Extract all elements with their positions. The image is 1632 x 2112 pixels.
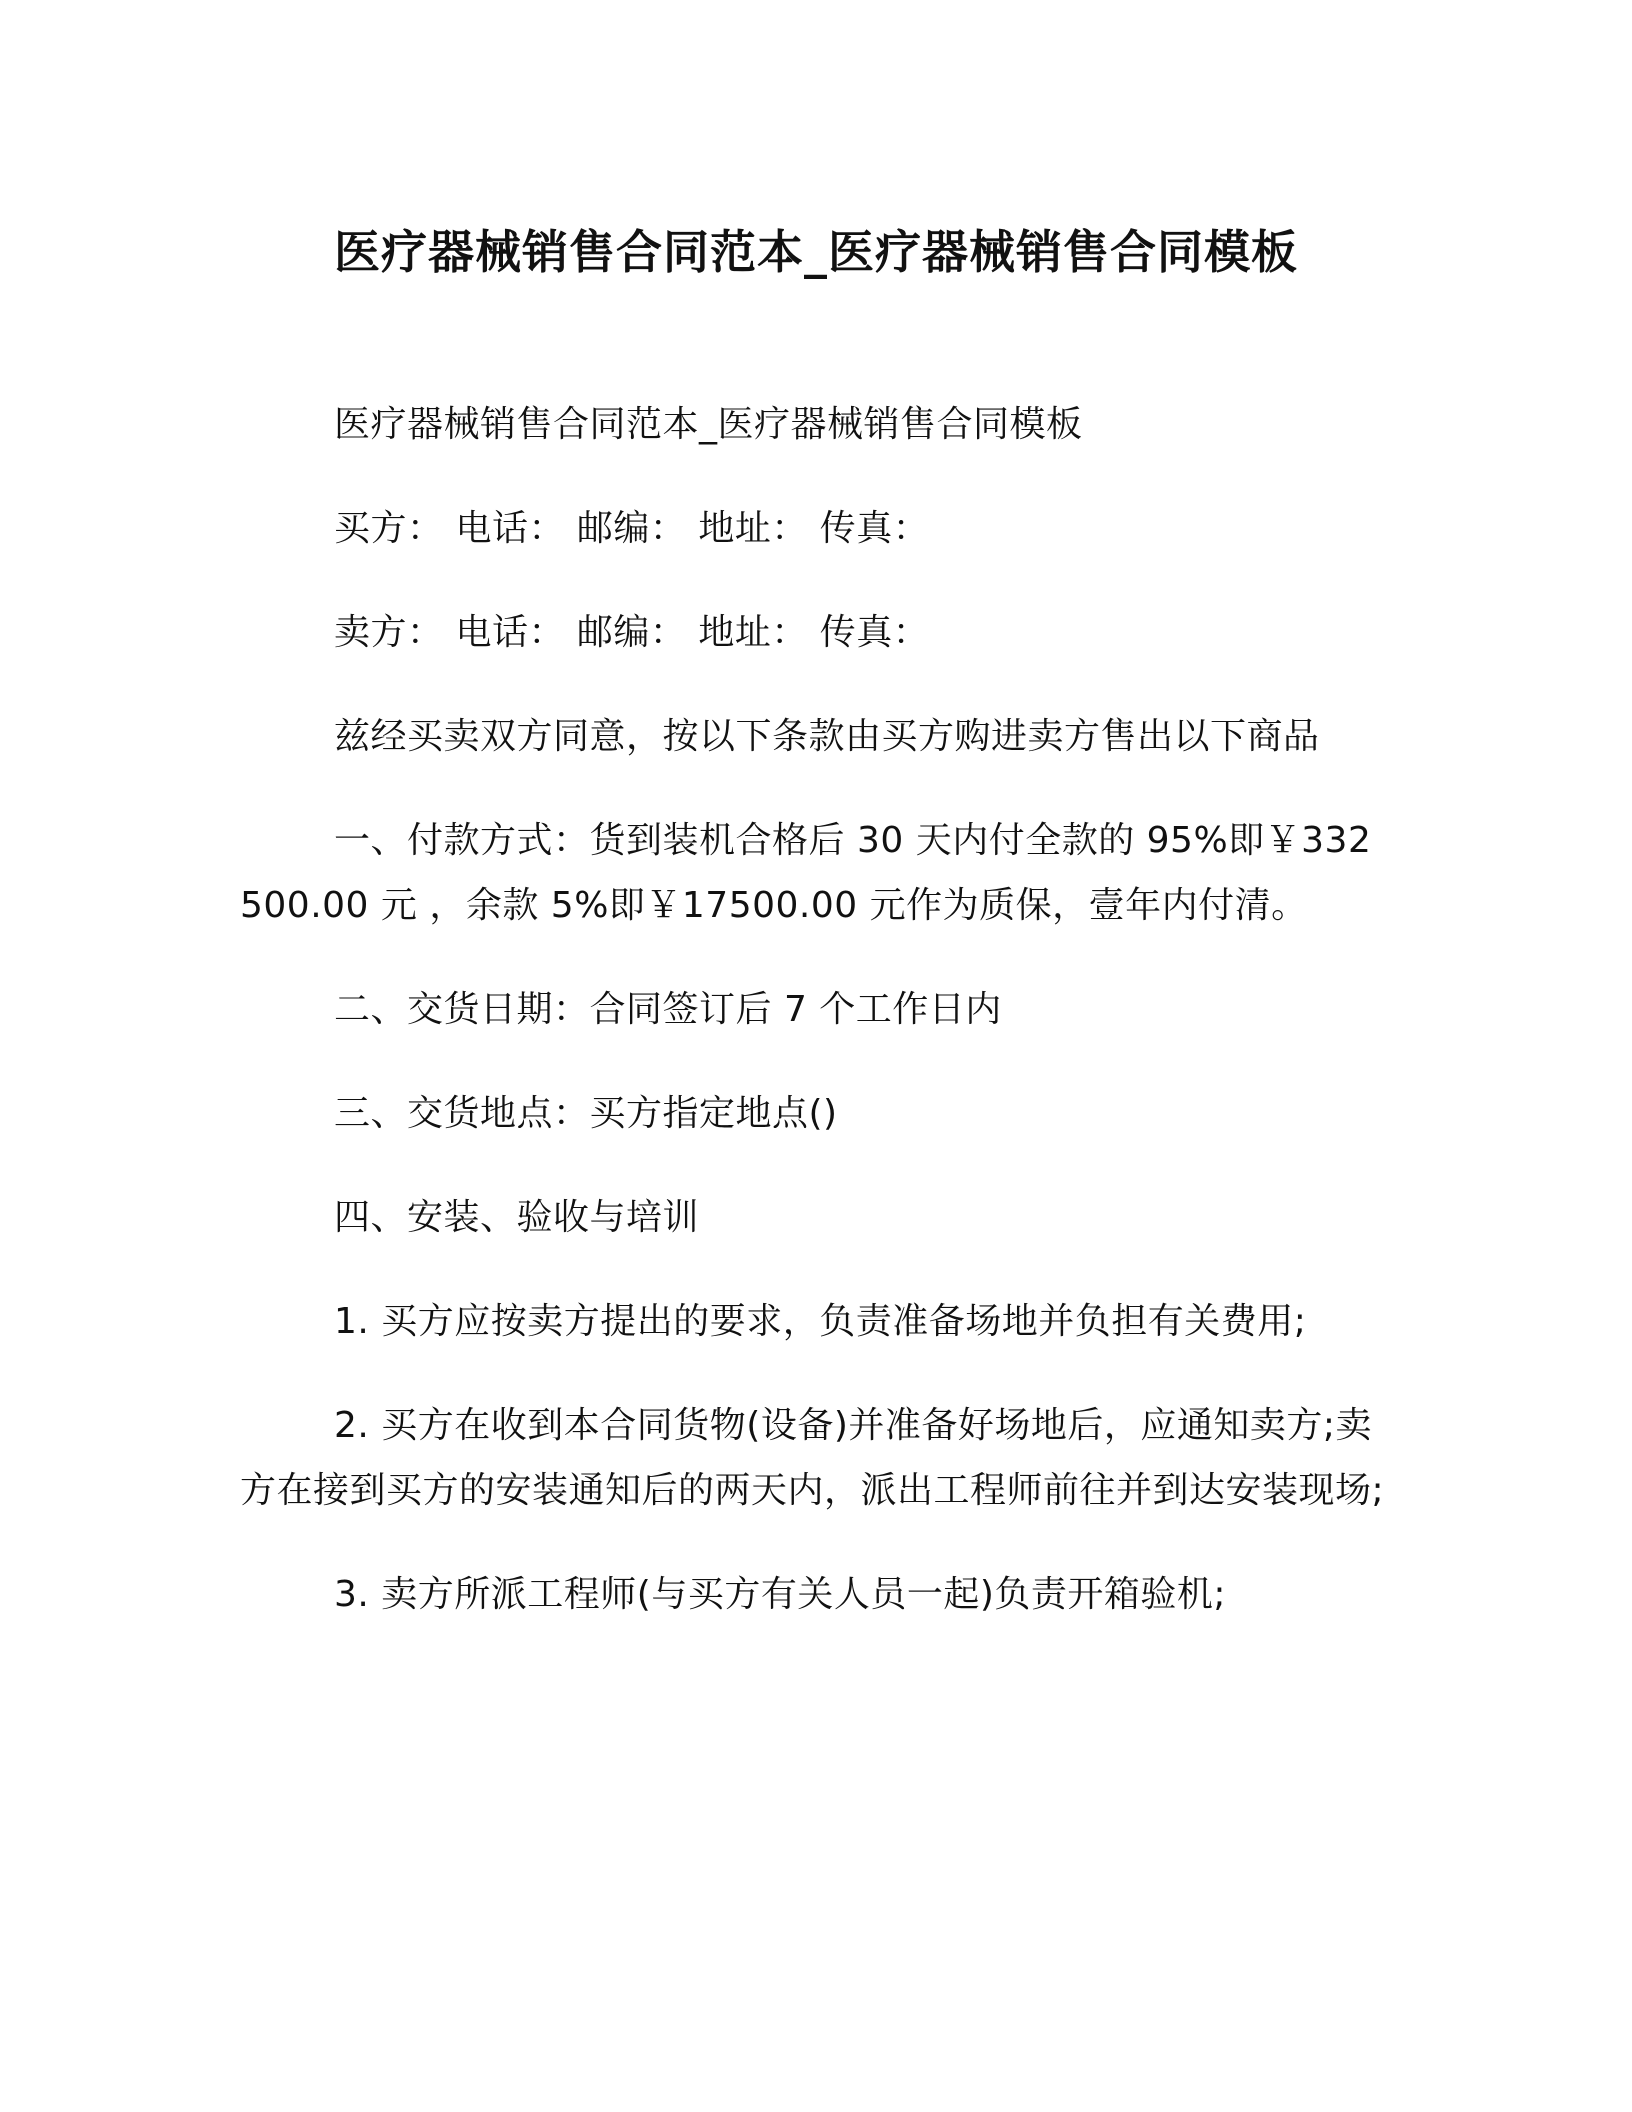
- document-title: 医疗器械销售合同范本_医疗器械销售合同模板: [334, 225, 1298, 279]
- paragraph-subtitle: 医疗器械销售合同范本_医疗器械销售合同模板: [334, 404, 1083, 445]
- paragraph-agreement: 兹经买卖双方同意，按以下条款由买方购进卖方售出以下商品: [334, 716, 1320, 757]
- paragraph-delivery-location: 三、交货地点：买方指定地点(): [334, 1093, 838, 1134]
- paragraph-payment: 一、付款方式：货到装机合格后 30 天内付全款的 95%即￥332500.00 元 ，余款 5%即￥17500.00 元作为质保，壹年内付清。: [240, 820, 1372, 926]
- paragraph-item-1: 1. 买方应按卖方提出的要求，负责准备场地并负担有关费用;: [334, 1301, 1307, 1342]
- document-body: [240, 392, 1390, 1666]
- paragraph-item-3: 3. 卖方所派工程师(与买方有关人员一起)负责开箱验机;: [334, 1574, 1227, 1615]
- paragraph-seller-info: 卖方： 电话： 邮编： 地址： 传真：: [334, 612, 930, 653]
- paragraph-delivery-date: 二、交货日期：合同签订后 7 个工作日内: [334, 989, 1002, 1030]
- paragraph-item-2: 2. 买方在收到本合同货物(设备)并准备好场地后，应通知卖方;卖方在接到买方的安装通知后的两天内，派出工程师前往并到达安装现场;: [240, 1405, 1385, 1511]
- paragraph-installation-heading: 四、安装、验收与培训: [334, 1197, 700, 1238]
- paragraph-buyer-info: 买方： 电话： 邮编： 地址： 传真：: [334, 508, 930, 549]
